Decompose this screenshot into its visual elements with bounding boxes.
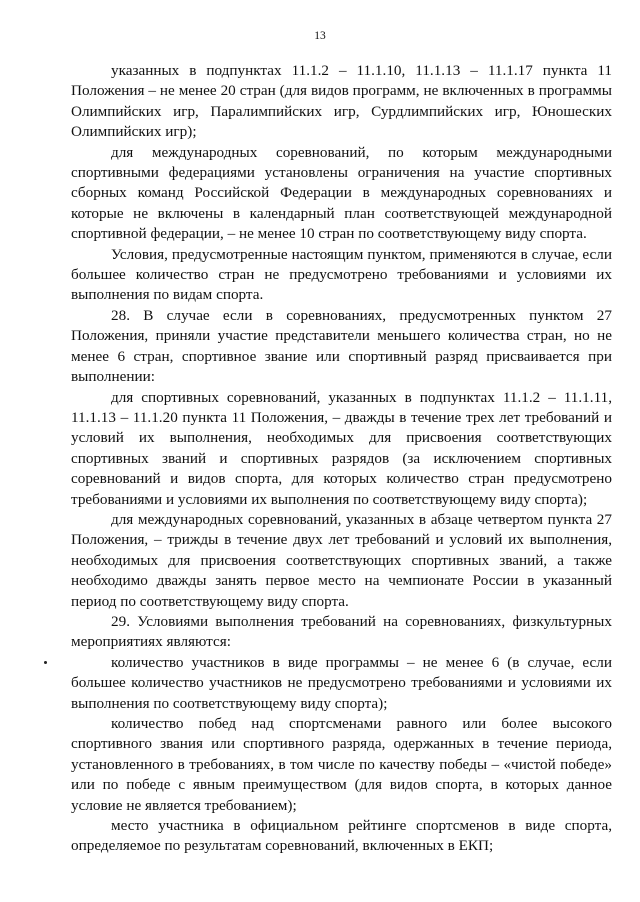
paragraph-7: 29. Условиями выполнения требований на соревнованиях, физкультурных мероприятиях являются: (71, 612, 612, 651)
scan-speck (44, 661, 47, 664)
paragraph-8: количество участников в виде программы – не менее 6 (в случае, если большее количество участников не предусмотрено требованиями и условиями их выполнения по соответствующему виду спорта); (71, 653, 612, 712)
paragraph-5: для спортивных соревнований, указанных в подпунктах 11.1.2 – 11.1.11, 11.1.13 – 11.1.20 пункта 11 Положения, – дважды в течение трех лет требований и условий их выполнения, необходимых для присвоения соответствующих спортивных званий и спортивных разрядов (за исключением спортивных соревнований и видов спорта, для которых количество стран предусмотрено требованиями и условиями их выполнения по соответствующему виду спорта); (71, 388, 612, 508)
body-text (71, 61, 612, 857)
paragraph-1: указанных в подпунктах 11.1.2 – 11.1.10, 11.1.13 – 11.1.17 пункта 11 Положения – не менее 20 стран (для видов программ, не включенных в программы Олимпийских игр, Паралимпийских игр, Сурдлимпийских игр, Юношеских Олимпийских игр); (71, 62, 612, 141)
paragraph-2: для международных соревнований, по которым международными спортивными федерациями установлены ограничения на участие спортивных сборных команд Российской Федерации в международных соревнованиях и которые не включены в календарный план соответствующей международной спортивной федерации, – не менее 10 стран по соответствующему виду спорта. (71, 143, 612, 243)
page-number: 13 (314, 30, 326, 42)
paragraph-10: место участника в официальном рейтинге спортсменов в виде спорта, определяемое по результатам соревнований, включенных в ЕКП; (71, 817, 612, 855)
paragraph-4: 28. В случае если в соревнованиях, предусмотренных пунктом 27 Положения, приняли участие представители меньшего количества стран, но не менее 6 стран, спортивное звание или спортивный разряд присваивается при выполнении: (71, 306, 612, 386)
paragraph-3: Условия, предусмотренные настоящим пунктом, применяются в случае, если большее количество стран не предусмотрено требованиями и условиями их выполнения по видам спорта. (71, 245, 612, 304)
paragraph-9: количество побед над спортсменами равного или более высокого спортивного звания или спортивного разряда, одержанных в течение периода, установленного в требованиях, в том числе по качеству победы – «чистой победе» или по победе с явным преимуществом (для видов спорта, в которых данное условие не является требованием); (71, 715, 612, 814)
paragraph-6: для международных соревнований, указанных в абзаце четвертом пункта 27 Положения, – трижды в течение двух лет требований и условий их выполнения, необходимых для присвоения соответствующих спортивных званий, а также необходимо дважды занять первое место на чемпионате России в указанный период по соответствующему виду спорта. (71, 510, 612, 610)
